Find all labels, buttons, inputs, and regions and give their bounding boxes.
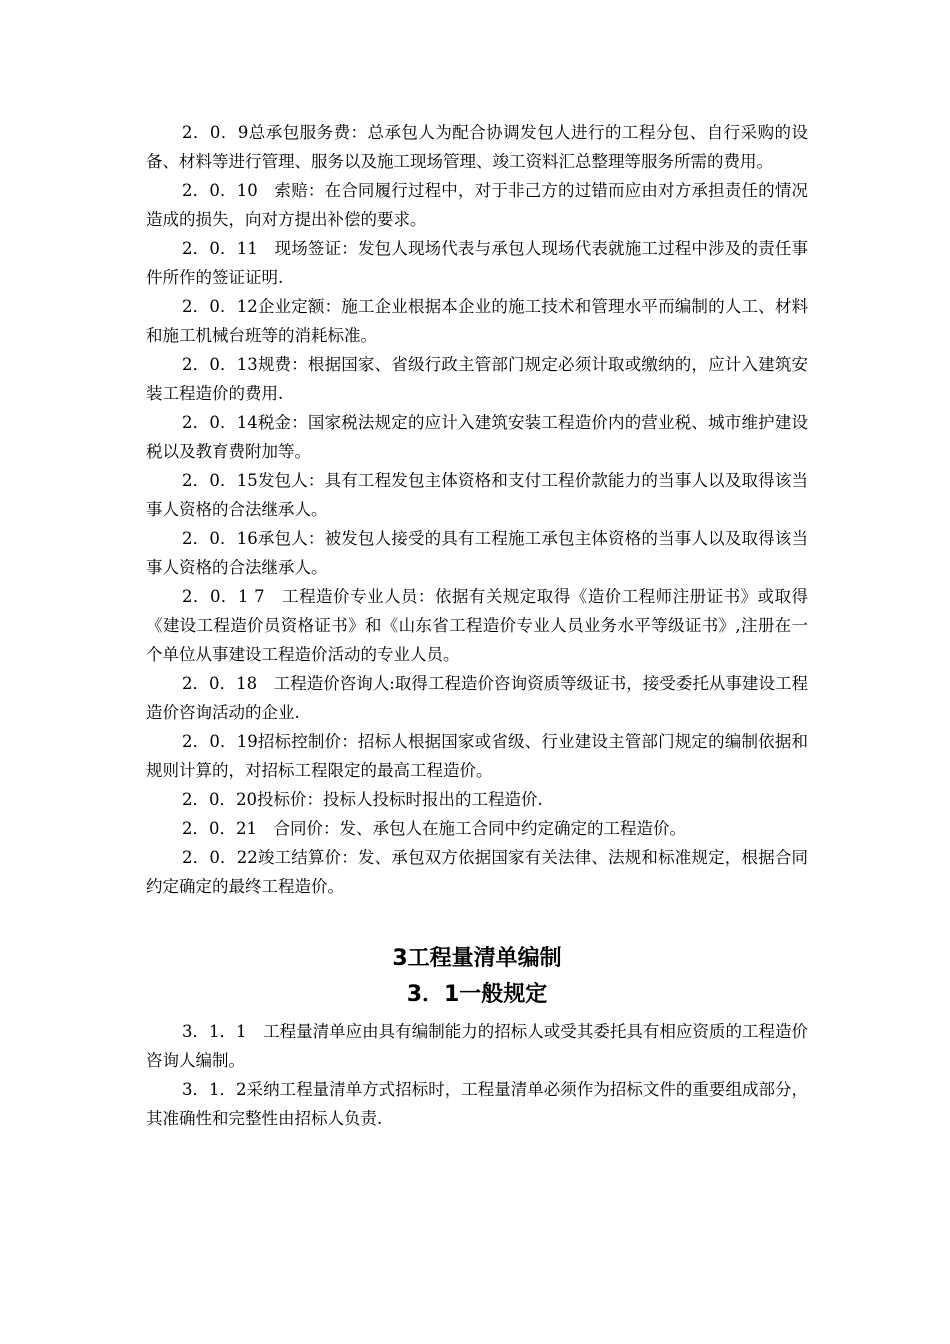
definition-2-0-11: 2．0．11 现场签证：发包人现场代表与承包人现场代表就施工过程中涉及的责任事件所作的签证证明. <box>146 239 808 287</box>
definition-2-0-14: 2．0．14税金：国家税法规定的应计入建筑安装工程造价内的营业税、城市维护建设税以及教育费附加等。 <box>146 413 808 461</box>
definition-2-0-10: 2．0．10 索赔：在合同履行过程中，对于非己方的过错而应由对方承担责任的情况造成的损失，向对方提出补偿的要求。 <box>146 181 808 229</box>
document-page <box>146 118 808 1133</box>
chapter-heading: 3工程量清单编制 <box>392 946 562 971</box>
definition-2-0-21: 2．0．21 合同价：发、承包人在施工合同中约定确定的工程造价。 <box>182 819 686 838</box>
clause-3-1-1: 3．1．1 工程量清单应由具有编制能力的招标人或受其委托具有相应资质的工程造价咨询人编制。 <box>146 1022 808 1070</box>
definition-2-0-9: 2．0．9总承包服务费：总承包人为配合协调发包人进行的工程分包、自行采购的设备、材料等进行管理、服务以及施工现场管理、竣工资料汇总整理等服务所需的费用。 <box>146 123 808 171</box>
definition-2-0-18: 2．0．18 工程造价咨询人:取得工程造价咨询资质等级证书，接受委托从事建设工程造价咨询活动的企业. <box>146 674 808 722</box>
definition-2-0-17: 2．0．1 7 工程造价专业人员：依据有关规定取得《造价工程师注册证书》或取得《建设工程造价员资格证书》和《山东省工程造价专业人员业务水平等级证书》,注册在一个单位从事建设工程造价活动的专业人员。 <box>146 587 808 664</box>
definition-2-0-20: 2．0．20投标价：投标人投标时报出的工程造价. <box>182 790 543 809</box>
section-heading: 3．1一般规定 <box>406 982 548 1007</box>
definition-2-0-12: 2．0．12企业定额：施工企业根据本企业的施工技术和管理水平而编制的人工、材料和施工机械台班等的消耗标准。 <box>146 297 808 345</box>
definition-2-0-15: 2．0．15发包人：具有工程发包主体资格和支付工程价款能力的当事人以及取得该当事人资格的合法继承人。 <box>146 471 808 519</box>
definition-2-0-19: 2．0．19招标控制价：招标人根据国家或省级、行业建设主管部门规定的编制依据和规则计算的，对招标工程限定的最高工程造价。 <box>146 732 808 780</box>
definition-2-0-13: 2．0．13规费：根据国家、省级行政主管部门规定必须计取或缴纳的，应计入建筑安装工程造价的费用. <box>146 355 808 403</box>
definition-2-0-22: 2．0．22竣工结算价：发、承包双方依据国家有关法律、法规和标准规定，根据合同约定确定的最终工程造价。 <box>146 848 808 896</box>
clause-3-1-2: 3．1．2采纳工程量清单方式招标时，工程量清单必须作为招标文件的重要组成部分，其准确性和完整性由招标人负责. <box>146 1080 808 1128</box>
definition-2-0-16: 2．0．16承包人：被发包人接受的具有工程施工承包主体资格的当事人以及取得该当事人资格的合法继承人。 <box>146 529 808 577</box>
